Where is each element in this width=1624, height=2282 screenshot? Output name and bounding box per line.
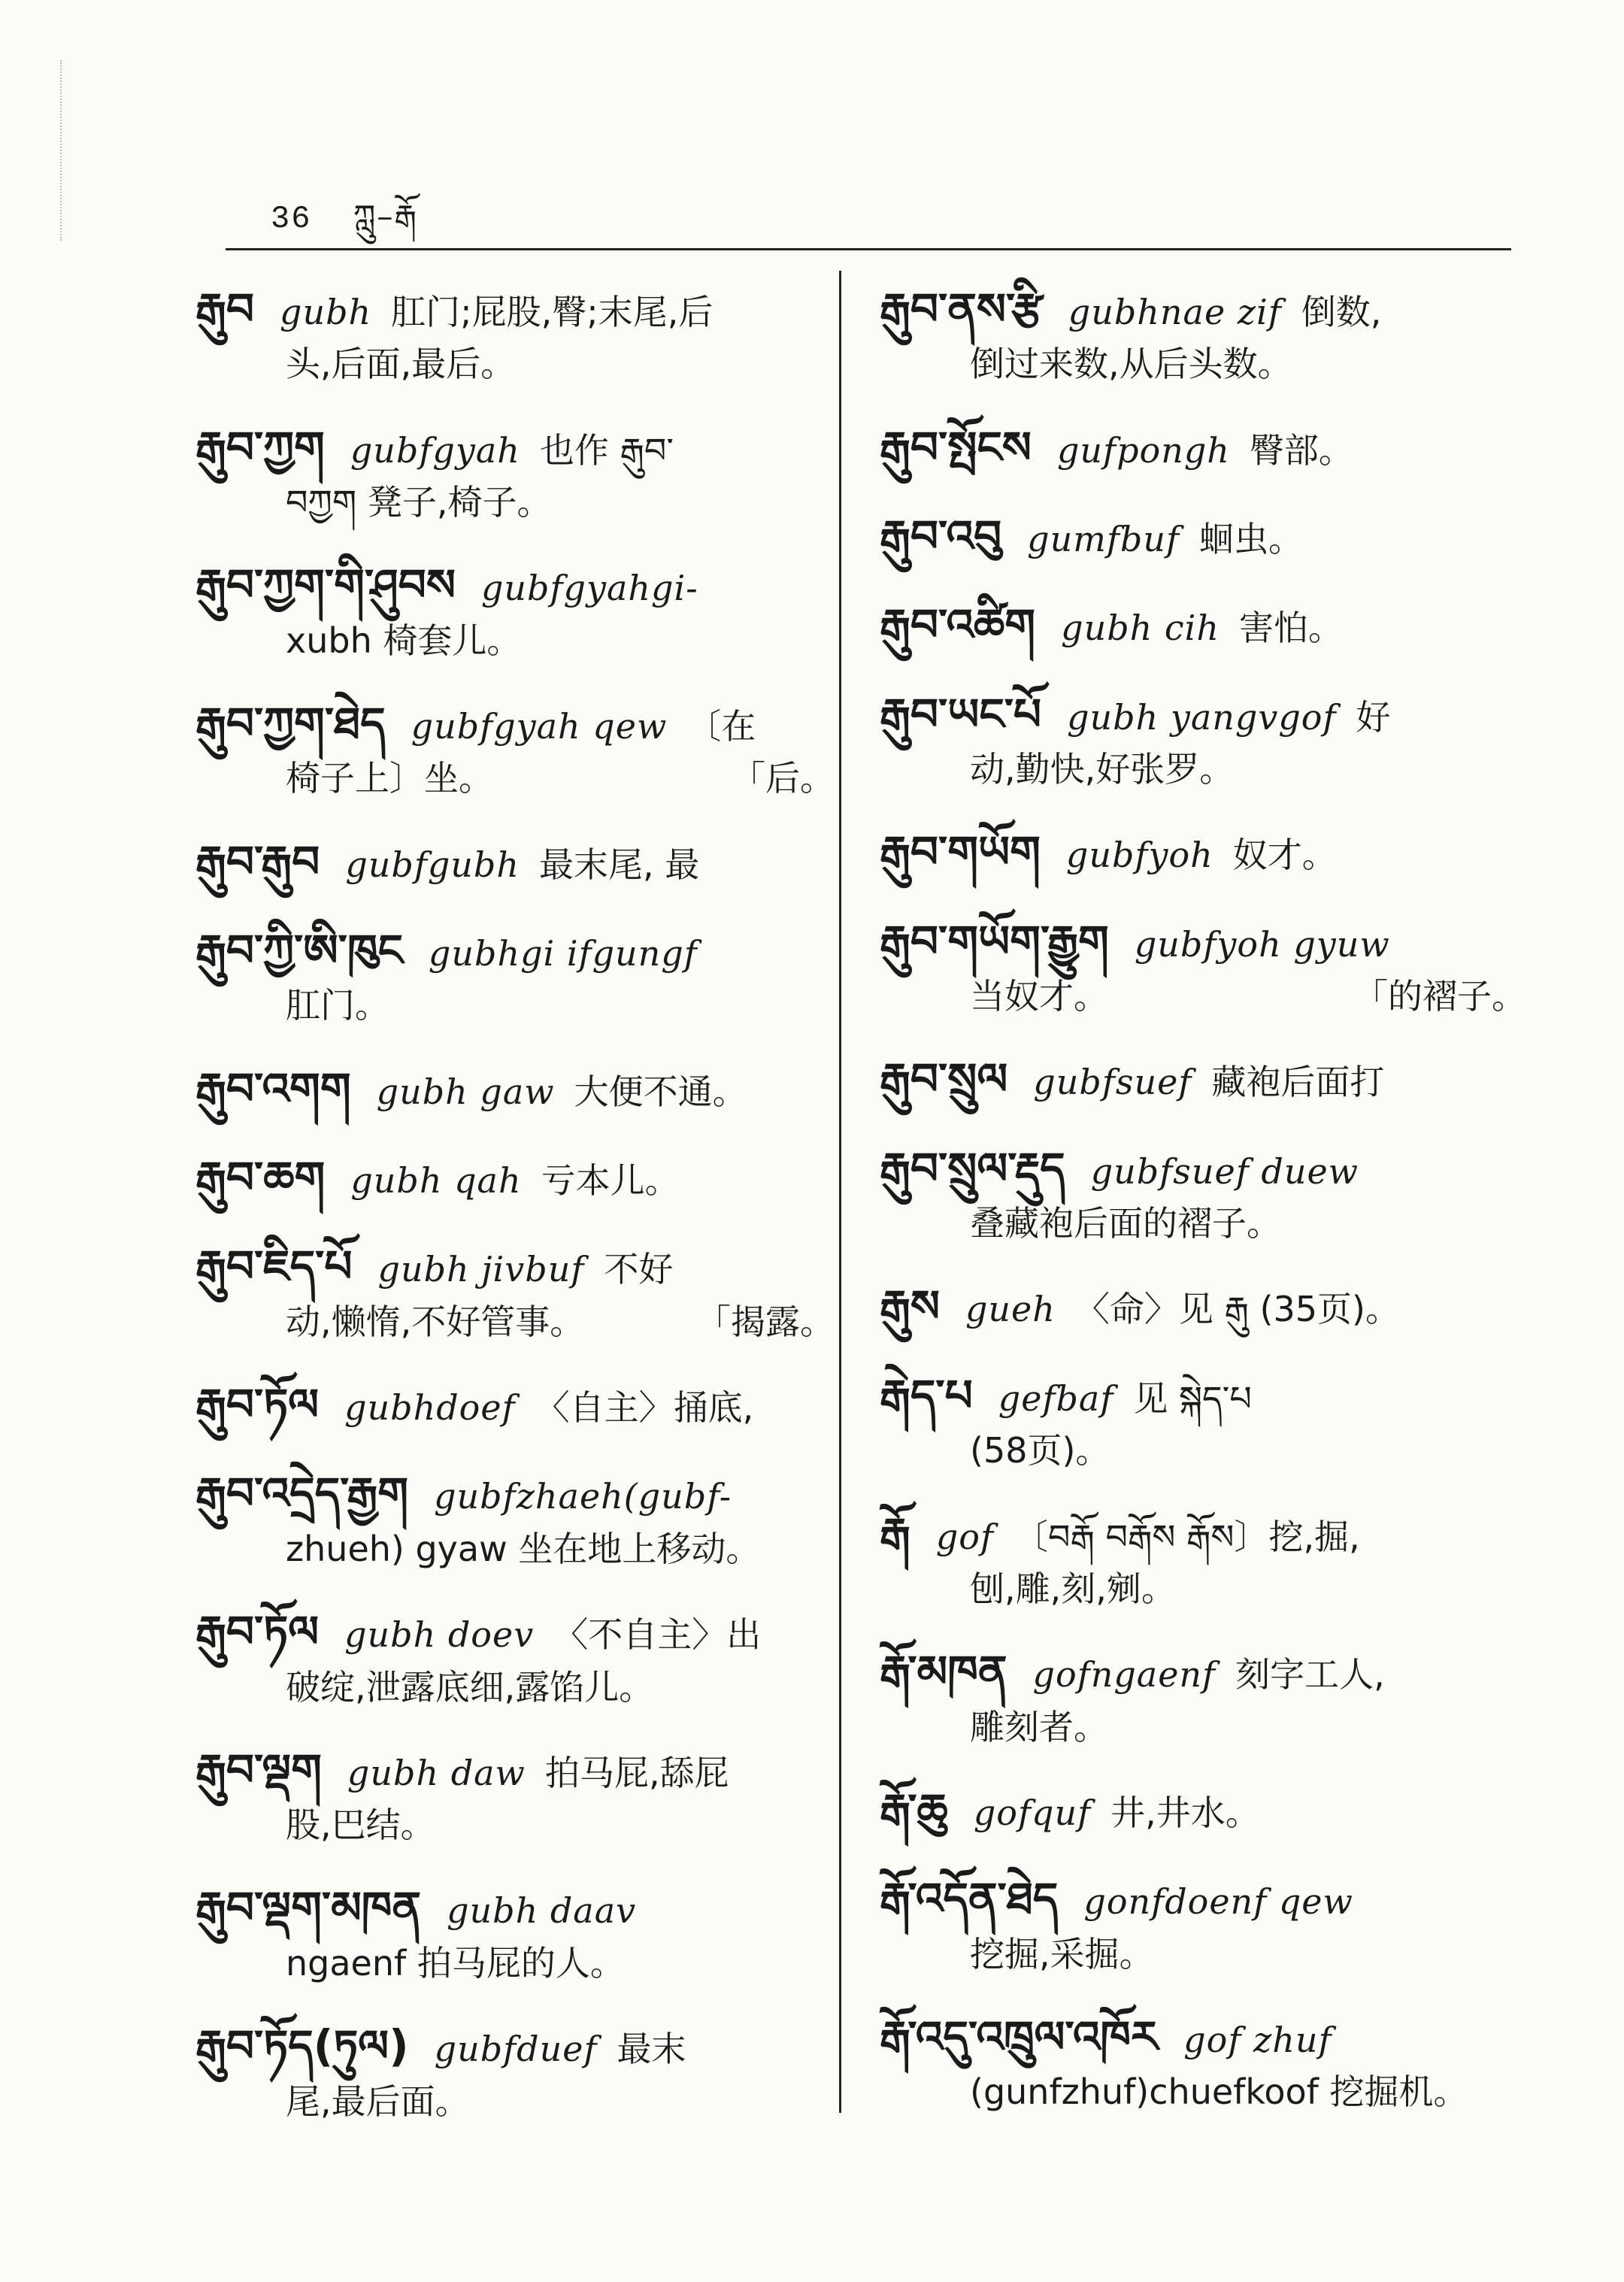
gloss: 奴才。 — [1232, 835, 1337, 876]
gloss: 不好 — [604, 1249, 674, 1290]
dictionary-entry — [880, 2006, 1526, 2117]
headword: རྒུབ — [195, 283, 255, 335]
entry-continuation — [880, 1426, 1526, 1475]
dictionary-entry — [880, 821, 1526, 883]
entry-continuation — [195, 617, 835, 665]
gloss: 好 — [1356, 696, 1391, 738]
headword: རྒོ་ཆུ — [880, 1783, 948, 1835]
continuation-text: (58页)。 — [970, 1430, 1110, 1471]
entry-first-line — [195, 1877, 835, 1938]
headword: རྒོ་མཁན — [880, 1646, 1007, 1698]
continuation-text: (gunfzhuf)chuefkoof 挖掘机。 — [970, 2071, 1468, 2113]
dictionary-entry — [195, 1147, 835, 1208]
continuation-text: 刨,雕,刻,剜。 — [970, 1568, 1176, 1609]
entry-first-line — [195, 278, 835, 340]
entry-continuation — [195, 754, 835, 803]
headword: རྒུབ་རྒུབ — [195, 835, 320, 887]
continuation-text: 破绽,泄露底细,露馅儿。 — [286, 1666, 654, 1708]
entry-first-line — [195, 1058, 835, 1120]
romanization: gubh daw — [347, 1752, 526, 1793]
headword: རྒུབ་འབུ — [880, 511, 1002, 562]
continuation-note: 「揭露。 — [696, 1301, 835, 1342]
entry-continuation — [880, 1930, 1526, 1979]
entry-first-line — [195, 1374, 835, 1435]
romanization: gubhdoef — [344, 1387, 516, 1429]
continuation-text: 雕刻者。 — [970, 1706, 1108, 1747]
dictionary-entry — [880, 1868, 1526, 1979]
continuation-text: 头,后面,最后。 — [286, 344, 516, 385]
entry-first-line — [880, 505, 1526, 567]
headword: རྒུབ་ཀྱག — [195, 421, 325, 473]
dictionary-entry — [880, 505, 1526, 567]
headword: རྒུབ་འཚིག — [880, 599, 1036, 651]
romanization: gufpongh — [1056, 429, 1230, 471]
continuation-text: 尾,最后面。 — [286, 2080, 470, 2122]
entry-first-line — [880, 278, 1526, 340]
dictionary-entry — [195, 278, 835, 389]
headword: རྒེད་པ — [880, 1369, 973, 1421]
gloss: 大便不通。 — [574, 1071, 747, 1112]
entry-first-line — [195, 1235, 835, 1297]
page-header — [271, 180, 418, 270]
headword: རྒུབ་ལྡག — [195, 1744, 322, 1796]
headword: རྒུབ་ལྡག་མཁན — [195, 1882, 422, 1934]
entry-continuation — [195, 1663, 835, 1712]
gloss: 亏本儿。 — [541, 1160, 680, 1202]
headword: རྒུབ་ཀྱི་ཨི་ཁུང — [195, 925, 403, 977]
gloss: 〈自主〉捅底, — [535, 1387, 754, 1429]
entry-continuation — [195, 1801, 835, 1850]
running-head: ཀླུ–རྒོ — [353, 198, 418, 235]
romanization: gubh — [280, 292, 372, 332]
entry-first-line — [195, 1462, 835, 1524]
entry-continuation — [195, 478, 835, 527]
headword: རྒུབ་ཏོད(ཏུལ) — [195, 2020, 409, 2072]
gloss: 井,井水。 — [1110, 1792, 1260, 1833]
dictionary-entry — [880, 278, 1526, 389]
romanization: gubfsuef duew — [1090, 1150, 1359, 1192]
gloss: 拍马屁,舔屁 — [544, 1752, 729, 1793]
continuation-text: 动,懒惰,不好管事。 — [286, 1301, 585, 1342]
continuation-text: 肛门。 — [286, 985, 389, 1026]
dictionary-entry — [880, 1365, 1526, 1476]
entry-first-line — [195, 831, 835, 892]
page-edge-marks — [60, 60, 77, 241]
continuation-text: xubh 椅套儿。 — [286, 620, 522, 661]
romanization: gonfdoenf qew — [1083, 1881, 1353, 1923]
dictionary-entry — [880, 594, 1526, 656]
dictionary-entry — [195, 831, 835, 892]
entry-continuation — [195, 1525, 835, 1574]
headword: རྒུབ་སྤོངས — [880, 421, 1032, 473]
entry-first-line — [880, 1503, 1526, 1565]
romanization: gubh yangvgof — [1067, 696, 1337, 738]
gloss: 刻字工人, — [1235, 1654, 1385, 1696]
dictionary-entry — [195, 1058, 835, 1120]
dictionary-entry — [195, 2015, 835, 2126]
entry-first-line — [195, 554, 835, 616]
dictionary-entry — [880, 683, 1526, 795]
gloss: 臀部。 — [1249, 429, 1353, 471]
romanization: gofngaenf — [1032, 1654, 1216, 1696]
dictionary-entry — [195, 417, 835, 528]
gloss: 〔在 — [686, 706, 756, 747]
entry-continuation — [195, 2077, 835, 2126]
entry-first-line — [195, 1147, 835, 1208]
dictionary-entry — [195, 920, 835, 1031]
romanization: gubhgi ifgungf — [428, 933, 698, 974]
entry-first-line — [195, 417, 835, 478]
dictionary-entry — [195, 1877, 835, 1988]
continuation-note: 「的褶子。 — [1353, 976, 1526, 1017]
entry-first-line — [880, 1868, 1526, 1929]
continuation-text: 椅子上〕坐。 — [286, 758, 493, 799]
entry-first-line — [195, 1601, 835, 1662]
dictionary-entry — [880, 1138, 1526, 1249]
headword: རྒོ་འདོན་ཐེད — [880, 1873, 1059, 1925]
entry-continuation — [880, 1565, 1526, 1614]
romanization: gubh gaw — [376, 1071, 555, 1112]
gloss: 蛔虫。 — [1199, 519, 1303, 560]
romanization: gofquf — [973, 1792, 1092, 1833]
gloss: 〈不自主〉出 — [553, 1614, 762, 1656]
gloss: 藏袍后面打 — [1211, 1062, 1385, 1103]
continuation-text: zhueh) gyaw 坐在地上移动。 — [286, 1528, 761, 1569]
dictionary-entry — [880, 1275, 1526, 1337]
gloss: 倒数, — [1301, 292, 1382, 332]
continuation-text: 倒过来数,从后头数。 — [970, 344, 1292, 385]
romanization: gubfgubh — [345, 844, 520, 885]
continuation-text: ngaenf 拍马屁的人。 — [286, 1942, 625, 1983]
headword: རྒུབ་ཀྱག་ཐེད — [195, 698, 386, 750]
headword: རྒུབ་གཡོག — [880, 826, 1041, 878]
gloss: 最末 — [617, 2029, 686, 2070]
romanization: gubfgyah qew — [411, 706, 668, 747]
dictionary-entry — [880, 1048, 1526, 1110]
romanization: gof zhuf — [1183, 2019, 1332, 2060]
romanization: gefbaf — [998, 1377, 1114, 1419]
entry-continuation — [195, 1298, 835, 1347]
entry-first-line — [880, 1779, 1526, 1841]
romanization: gubh jivbuf — [377, 1249, 585, 1290]
romanization: gubfyoh gyuw — [1134, 923, 1390, 965]
dictionary-entry — [880, 1779, 1526, 1841]
romanization: gueh — [965, 1289, 1056, 1330]
entry-first-line — [880, 1275, 1526, 1337]
dictionary-entry — [195, 692, 835, 804]
entry-continuation — [195, 1939, 835, 1988]
entry-first-line — [880, 417, 1526, 478]
romanization: gubfsuef — [1033, 1062, 1192, 1103]
headword: རྒུབ་འདྲེད་རྒྱག — [195, 1468, 409, 1520]
entry-first-line — [880, 911, 1526, 972]
entry-first-line — [195, 1739, 835, 1801]
gloss: 最末尾, 最 — [539, 844, 700, 885]
entry-continuation — [880, 1199, 1526, 1248]
entry-continuation — [880, 745, 1526, 794]
dictionary-entry — [880, 1503, 1526, 1614]
continuation-note: 「后。 — [731, 758, 835, 799]
dictionary-entry — [195, 554, 835, 665]
gloss: 害怕。 — [1239, 608, 1343, 649]
headword: རྒུབ་ཡང་པོ — [880, 688, 1042, 740]
entry-first-line — [880, 683, 1526, 745]
headword: རྒུབ་ཇིད་པོ — [195, 1241, 353, 1293]
headword: རྒུབ་ནས་རྩི — [880, 283, 1043, 335]
continuation-text: 叠藏袍后面的褶子。 — [970, 1203, 1281, 1244]
romanization: gubfgyah — [350, 429, 520, 471]
dictionary-entry — [195, 1462, 835, 1574]
romanization: gubh qah — [350, 1160, 522, 1202]
romanization: gubfyoh — [1065, 835, 1213, 876]
dictionary-entry — [880, 911, 1526, 1022]
headword: རྒོ — [880, 1508, 910, 1559]
dictionary-entry — [195, 1374, 835, 1435]
dictionary-entry — [880, 1641, 1526, 1752]
dictionary-entry — [195, 1235, 835, 1347]
continuation-text: 动,勤快,好张罗。 — [970, 749, 1235, 790]
entry-first-line — [195, 692, 835, 754]
romanization: gumfbuf — [1027, 519, 1180, 560]
headword: རྒུབ་ཏོལ — [195, 1379, 320, 1431]
entry-continuation — [195, 340, 835, 389]
headword: རྒུབ་ཆག — [195, 1152, 326, 1204]
entry-first-line — [880, 1048, 1526, 1110]
romanization: gubhnae zif — [1068, 292, 1282, 332]
dictionary-entry — [195, 1601, 835, 1712]
gloss: 见 སྐེད་པ — [1133, 1377, 1252, 1419]
gloss: 肛门;屁股,臀;末尾,后 — [391, 292, 714, 332]
gloss: 〈命〉见 རྒུ (35页)。 — [1074, 1289, 1400, 1330]
romanization: gubh daav — [447, 1890, 637, 1932]
dictionary-entry — [880, 417, 1526, 478]
entry-first-line — [880, 821, 1526, 883]
headword: རྒུབ་ཀྱག་གི་ཤུབས — [195, 559, 456, 611]
entry-continuation — [880, 972, 1526, 1021]
entry-first-line — [195, 920, 835, 981]
entry-continuation — [880, 1703, 1526, 1752]
gloss: 也作 རྒུབ་ — [539, 429, 674, 471]
continuation-text: 挖掘,采掘。 — [970, 1933, 1154, 1974]
headword: རྒུབ་འགག — [195, 1062, 351, 1114]
dictionary-entry — [195, 1739, 835, 1850]
entry-continuation — [195, 981, 835, 1030]
headword: རྒུབ་ཏོལ — [195, 1606, 320, 1658]
entry-first-line — [880, 1365, 1526, 1426]
romanization: gubh cih — [1061, 608, 1220, 649]
headword: རྒོ་འདུ་འཁྲུལ་འཁོར — [880, 2011, 1159, 2062]
romanization: gubfgyahgi- — [480, 568, 698, 609]
gloss: 〔བརྒོ བརྒོས རྒོས〕挖,掘, — [1013, 1516, 1360, 1557]
entry-continuation — [880, 2068, 1526, 2117]
romanization: gof — [935, 1516, 995, 1557]
continuation-text: 当奴才。 — [970, 976, 1108, 1017]
headword: རྒུས — [880, 1280, 940, 1332]
headword: རྒུབ་གཡོག་རྒྱུག — [880, 915, 1109, 967]
page-number: 36 — [271, 201, 312, 237]
entry-first-line — [195, 2015, 835, 2077]
right-column — [880, 278, 1526, 2144]
entry-first-line — [880, 1138, 1526, 1199]
entry-first-line — [880, 594, 1526, 656]
entry-first-line — [880, 1641, 1526, 1702]
header-rule — [226, 248, 1511, 250]
headword: རྒུབ་སྲུལ — [880, 1053, 1008, 1105]
continuation-text: 股,巴结。 — [286, 1805, 435, 1846]
left-column — [195, 278, 835, 2153]
continuation-text: བཀྱག 凳子,椅子。 — [286, 482, 552, 523]
entry-first-line — [880, 2006, 1526, 2068]
headword: རྒུབ་སྲུལ་རྡུད — [880, 1142, 1065, 1194]
romanization: gubh doev — [344, 1614, 535, 1656]
entry-continuation — [880, 340, 1526, 389]
romanization: gubfzhaeh(gubf- — [434, 1476, 732, 1517]
column-divider — [839, 271, 841, 2113]
romanization: gubfduef — [434, 2029, 598, 2070]
